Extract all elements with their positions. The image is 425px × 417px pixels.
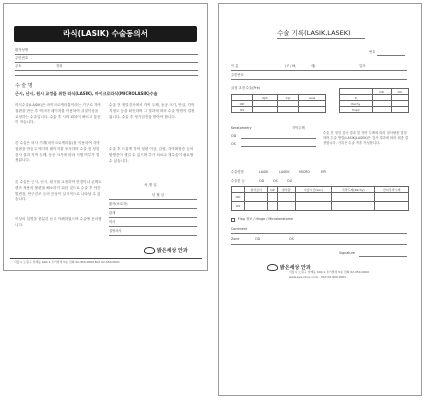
surgery-record-page <box>218 3 422 396</box>
clinic-name: 밝은세상 안과 <box>157 248 188 254</box>
footer-rule <box>10 258 202 259</box>
eye-label: 수술한 눈 <box>231 179 245 183</box>
measurement-table <box>339 88 409 113</box>
sign-date: 년 월 일 <box>152 193 164 197</box>
meas-row-pupil: Pupil <box>340 107 373 113</box>
pre-row-od: OD <box>232 101 253 107</box>
record-note: 수술 전 정밀 검사 결과 및 각막 두께에 따라 절삭량을 결정하며 수술 방법(LASIK/LASEK)은 검사 결과에 따라 최종 결정합니다. 기록은 수술 직후 작성합니다. <box>323 131 409 146</box>
paragraph-left-3: 본 수술은 근시, 난시, 원시를 교정하여 안경이나 콘택트렌즈 착용의 불편을 해소하기 위한 것으로 수술 후 야간 빛번짐, 안구건조 등의 증상이 일시적으로 나타날 수 있습니다. <box>15 180 102 202</box>
sign-line <box>109 199 197 200</box>
pre-col-sph: Sph <box>253 95 278 101</box>
field-line <box>15 70 198 71</box>
patient-age-label: 세) <box>311 64 316 68</box>
main-row-os: OS <box>232 202 245 211</box>
meas-col-od: OD <box>372 89 391 95</box>
field-line <box>15 54 198 55</box>
comment-label: Comment <box>231 227 248 231</box>
pre-title: 굴절 교정 수술(Pre) <box>231 86 261 90</box>
signature-line[interactable] <box>359 256 407 257</box>
patient-sex-label: ( F / M, <box>285 64 297 68</box>
kera-line <box>241 138 316 139</box>
zone-label: Zone <box>231 237 240 241</box>
field-label-name: 환자성명 <box>15 48 29 52</box>
pre-col-cyl: Cyl <box>277 95 298 101</box>
record-title: 수술 기록(LASIK,LASEK) <box>277 29 351 37</box>
field-label-phone: 전화 <box>56 64 63 68</box>
pre-row-os: OS <box>232 107 253 113</box>
eye-option-od[interactable]: OD <box>259 179 265 183</box>
sign-label-patient: 환자(보호자) <box>109 202 128 206</box>
eye-option-os[interactable]: OS <box>273 179 278 183</box>
main-col-pachy: 각막두께(Pachy) <box>332 187 375 193</box>
paragraph-left-4: 이상의 설명을 충분히 듣고 이해하였으며 수술에 동의합니다. <box>15 217 102 227</box>
date-label: 일자 <box>359 64 366 68</box>
eye-logo-icon <box>144 247 155 254</box>
kera-line <box>241 146 316 147</box>
zone-line <box>231 244 407 245</box>
title-underline <box>277 38 365 39</box>
sign-label-relation: 관계 <box>109 211 116 215</box>
sign-label-doctor: 의사 <box>109 220 116 224</box>
keratometry-label: Keratometry <box>231 126 252 130</box>
kera-row-os: OS <box>231 142 236 146</box>
op-method-label: 수술방법 <box>231 170 244 174</box>
flap-checkbox[interactable] <box>231 218 235 222</box>
procedure-heading: 수 술 명 <box>15 83 33 89</box>
clinic-logo <box>144 247 188 254</box>
eye-option-ou[interactable]: OU <box>287 179 293 183</box>
consent-form-page <box>3 3 208 271</box>
main-col-oz: OZ <box>267 187 277 193</box>
main-col-ablation: 절삭량 <box>277 187 295 193</box>
zone-od: OD <box>255 237 261 241</box>
paragraph-left-1: 라식수술(LASIK)은 마이크로케라톰이라는 기구로 각막 절편을 만든 후 엑시머 레이저를 이용하여 굴절이상을 교정하는 수술입니다. 수술 후 시력 회복이 빠르고 통증이 적습니다. <box>15 103 101 125</box>
footer-line-1: 서울시 노원구 상계동 600-1 우리빌딩 5층 전화 02-950-0000 <box>289 270 369 274</box>
main-col-time: 수술시간(sec) <box>295 187 331 193</box>
meas-row-pachy: Pachy <box>340 101 373 107</box>
op-option-micro[interactable]: MICRO <box>299 170 311 174</box>
procedure-subheading: 근시, 난시, 원시 교정을 위한 라식(LASIK), 마이크로라식(MICROLASIK)수술 <box>15 91 158 96</box>
signature-label: Signature <box>339 251 355 255</box>
field-label-address: 주소 <box>15 64 22 68</box>
op-option-lasek[interactable]: LASEK <box>279 170 290 174</box>
main-col-depth: 절삭깊이 <box>245 187 268 193</box>
meas-row-k: K <box>340 95 373 101</box>
surgery-main-table <box>231 186 409 211</box>
field-line <box>15 62 198 63</box>
cornea-thickness-label: 각막두께 <box>292 126 305 130</box>
paragraph-right-2: 수술 후 드물게 각막 절편 이상, 감염, 각막확장증 등의 합병증이 생길 수 있으며 추가 치료나 재수술이 필요할 수 있습니다. <box>109 147 194 163</box>
sign-label-explainer: 설명의사 <box>109 229 122 233</box>
eye-logo-icon <box>267 264 278 271</box>
record-number-label: 번호 <box>369 50 376 54</box>
sign-line <box>109 217 197 218</box>
clinic-name: 밝은세상 안과 <box>280 265 311 271</box>
footer-address: 서울시 노원구 상계동 600-1 우리빌딩 5층 전화 02-950-0000 FAX 02-950-0001 <box>14 260 120 264</box>
main-row-od: OD <box>232 193 245 202</box>
patient-name-label: 이 름 <box>231 64 239 68</box>
sign-line <box>109 226 197 227</box>
op-option-epi[interactable]: EPI <box>321 170 327 174</box>
sign-line <box>109 235 197 236</box>
paragraph-left-2: 본 수술은 의사 기계(마이크로케라톰)를 이용하여 각막절편을 만들고 엑시머 레이저를 조사하며 수술 전 정밀검사 결과 각막 두께, 동공 크기에 따라 시행 여부가 결정됩니다. <box>15 141 100 163</box>
field-label-id: 주민번호 <box>15 56 29 60</box>
pre-refraction-table <box>231 94 326 113</box>
record-number-line <box>377 55 405 56</box>
footer-line-2: www.eye-clinic.co.kr · FAX 02-950-0001 <box>289 275 347 279</box>
patient-line <box>231 79 407 80</box>
field-line <box>15 75 198 76</box>
zone-os: OS <box>289 237 294 241</box>
patient-line <box>231 70 407 71</box>
pre-col-axis: Axis <box>299 95 326 101</box>
paragraph-right-1: 수술 전 정밀검사에서 각막 두께, 동공 크기, 안압, 각막지형도 등을 확인하며 그 결과에 따라 수술 방법이 결정됩니다. 수술 후 정기검진을 받아야 합니다. <box>109 103 195 119</box>
sign-title: 서 명 일 <box>144 183 157 187</box>
meas-col-os: OS <box>391 89 409 95</box>
patient-id-label: 주민번호 <box>231 73 244 77</box>
comment-line <box>231 233 407 234</box>
op-option-lasik[interactable]: LASIK <box>259 170 269 174</box>
kera-row-od: OD <box>231 134 237 138</box>
sign-line <box>109 208 197 209</box>
consent-title: 라식(LASIK) 수술동의서 <box>14 26 197 42</box>
main-col-residual: 잔여각막두께 <box>375 187 409 193</box>
flap-label: Flap 정보 / Hinge / Microkeratome <box>238 217 293 221</box>
